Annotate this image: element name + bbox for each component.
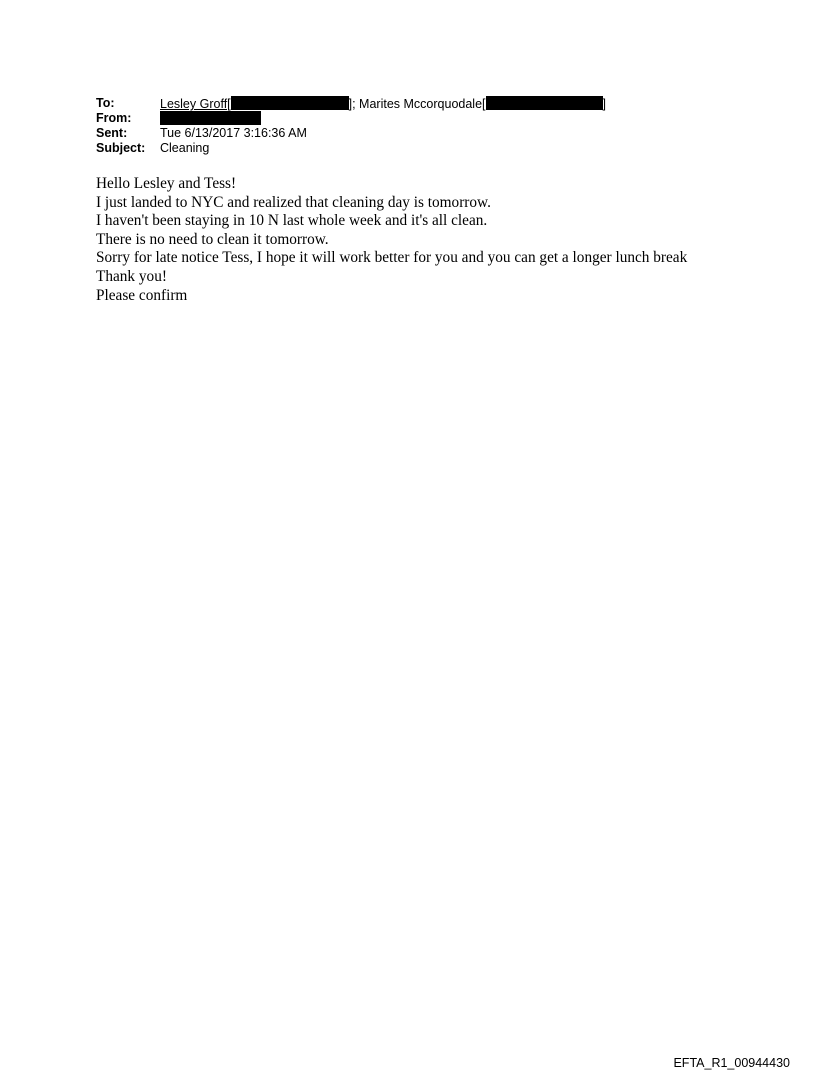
to-label: To:: [96, 96, 115, 110]
redaction-block: [160, 111, 261, 125]
body-line: Hello Lesley and Tess!: [96, 175, 237, 192]
sent-value: Tue 6/13/2017 3:16:36 AM: [160, 126, 307, 140]
email-body: [96, 175, 687, 305]
to-recipient-1: Lesley Groff[: [160, 97, 231, 111]
body-line: I just landed to NYC and realized that cleaning day is tomorrow.: [96, 193, 491, 211]
redaction-block: [231, 96, 349, 110]
to-value: [160, 96, 606, 112]
from-label: From:: [96, 111, 132, 125]
redaction-block: [486, 96, 603, 110]
from-value: [160, 111, 261, 127]
body-line: There is no need to clean it tomorrow.: [96, 230, 329, 248]
body-line: Sorry for late notice Tess, I hope it will work better for you and you can get a longer lunch break: [96, 249, 688, 267]
subject-label: Subject:: [96, 141, 146, 155]
to-recipient-close: ]: [602, 97, 606, 111]
sent-label: Sent:: [96, 126, 128, 140]
body-line: Please confirm: [96, 286, 188, 304]
body-line: Thank you!: [96, 267, 167, 285]
to-recipient-separator: ]; Marites Mccorquodale[: [348, 97, 486, 111]
document-id: EFTA_R1_00944430: [673, 1056, 790, 1070]
body-line: I haven't been staying in 10 N last whole week and it's all clean.: [96, 212, 488, 230]
subject-value: Cleaning: [160, 141, 210, 155]
